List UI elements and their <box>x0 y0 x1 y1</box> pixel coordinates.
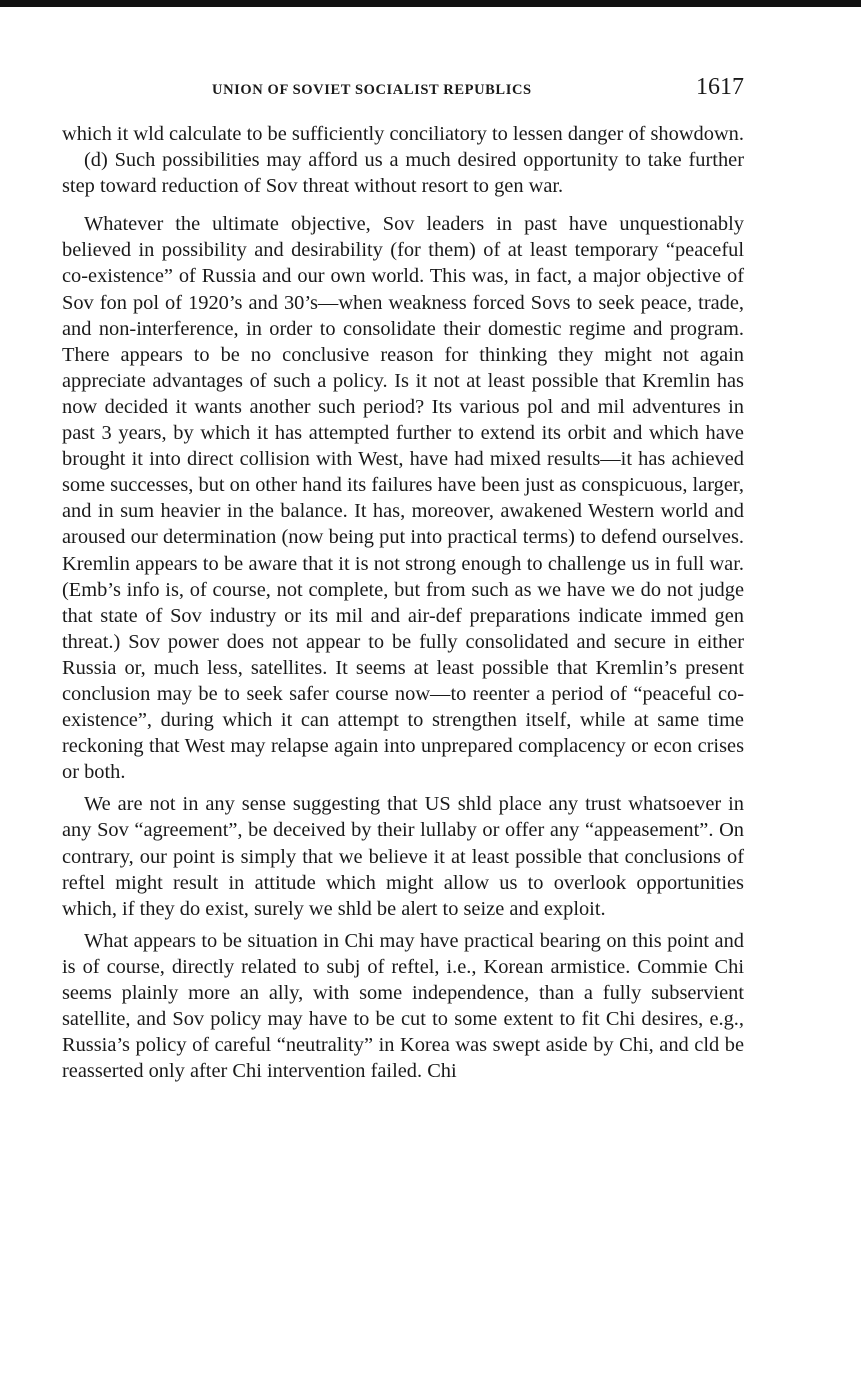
top-border-rule <box>0 0 861 7</box>
paragraph-continuation: which it wld calculate to be sufficiently conciliatory to lessen danger of showdown. <box>62 123 744 145</box>
paragraph-item-d: (d) Such possibilities may afford us a much desired opportunity to take further step toward reduction of Sov threat without resort to gen war. <box>62 149 744 198</box>
running-header <box>62 74 744 104</box>
paragraph-peaceful-coexistence: Whatever the ultimate objective, Sov leaders in past have unquestionably believed in possibility and desirability (for them) of at least temporary “peaceful co-existence” of Russia and our own world. This was, in fact, a major objective of Sov fon pol of 1920’s and 30’s—when weakness forced Sovs to seek peace, trade, and non-interference, in order to consolidate their domestic regime and program. There appears to be no conclusive reason for thinking they might not again appreciate advantages of such a policy. Is it not at least possible that Kremlin has now decided it wants another such period? Its various pol and mil adventures in past 3 years, by which it has attempted further to extend its orbit and which have brought it into direct collision with West, have had mixed results—it has achieved some successes, but on other hand its failures have been just as conspicuous, larger, and in sum heavier in the balance. It has, moreover, awakened Western world and aroused our determination (now being put into practical terms) to defend ourselves. Kremlin appears to be aware that it is not strong enough to challenge us in full war. (Emb’s info is, of course, not complete, but from such as we have we do not judge that state of Sov industry or its mil and air-def preparations indicate immed gen threat.) Sov power does not appear to be fully consolidated and secure in either Russia or, much less, satellites. It seems at least possible that Kremlin’s present conclusion may be to seek safer course now—to reenter a period of “peaceful co-existence”, during which it can attempt to strengthen itself, while at same time reckoning that West may relapse again into unprepared complacency or econ crises or both. <box>62 213 744 784</box>
paragraph-no-trust: We are not in any sense suggesting that US shld place any trust whatsoever in any Sov “agreement”, be deceived by their lullaby or offer any “appeasement”. On contrary, our point is simply that we believe it at least possible that conclusions of reftel might result in attitude which might allow us to overlook opportunities which, if they do exist, surely we shld be alert to seize and exploit. <box>62 793 744 920</box>
paragraph-china-situation: What appears to be situation in Chi may have practical bearing on this point and is of course, directly related to subj of reftel, i.e., Korean armistice. Commie Chi seems plainly more an ally, with some independence, than a fully subservient satellite, and Sov policy may have to be cut to some extent to fit Chi desires, e.g., Russia’s policy of careful “neutrality” in Korea was swept aside by Chi, and cld be reasserted only after Chi intervention failed. Chi <box>62 929 744 1083</box>
page-number: 1617 <box>696 74 744 100</box>
body-text <box>62 121 744 1084</box>
running-title: UNION OF SOVIET SOCIALIST REPUBLICS <box>212 82 532 98</box>
